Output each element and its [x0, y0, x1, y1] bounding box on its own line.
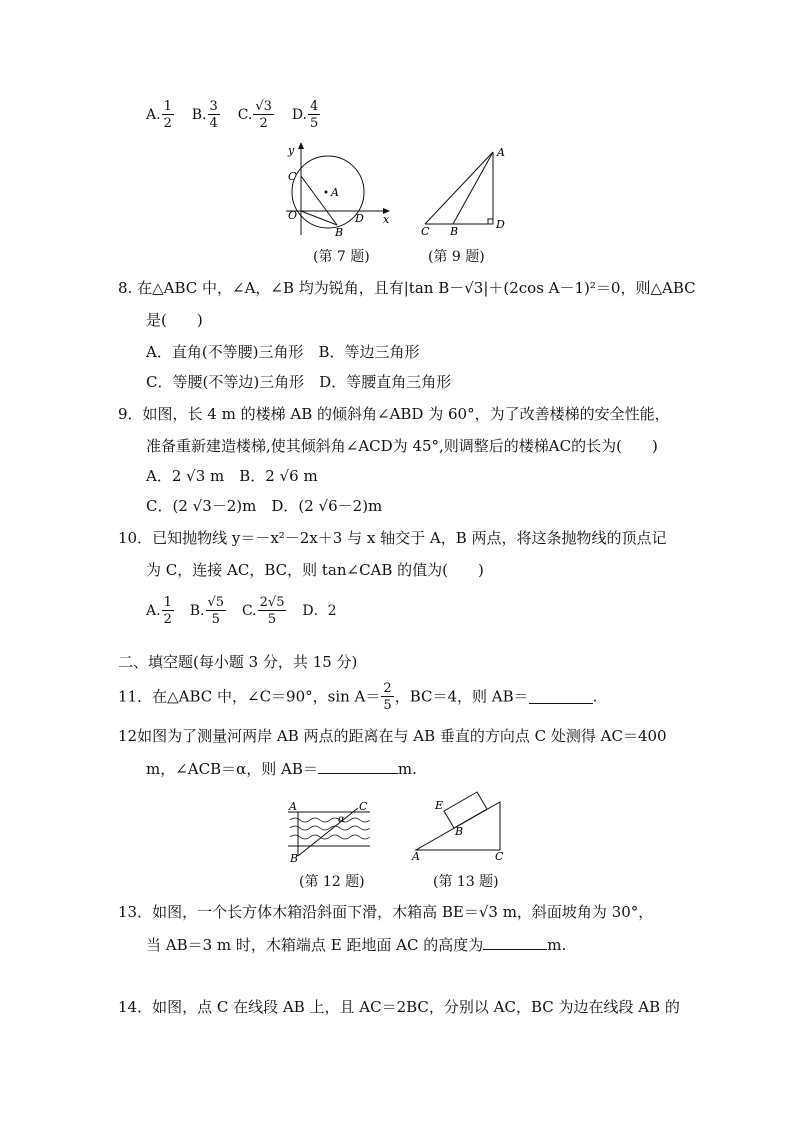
section-2-heading: 二、填空题(每小题 3 分，共 15 分)	[118, 653, 358, 671]
q13-text-pre: 当 AB＝3 m 时，木箱端点 E 距地面 AC 的高度为	[146, 936, 484, 954]
fig7-label-c: C	[288, 170, 297, 183]
q12-answer-blank[interactable]	[318, 761, 398, 774]
q9-options-ab: A．2 √3 m B．2 √6 m	[146, 467, 318, 485]
q11-text-post: ，BC＝4，则 AB＝	[394, 687, 529, 706]
q10-option-a-fraction: $\frac{1}{2}$	[163, 595, 172, 627]
q12-text-pre: m，∠ACB＝α，则 AB＝	[146, 760, 318, 778]
fig13-label-a: A	[412, 850, 420, 863]
fig12-wave-2	[290, 826, 370, 830]
q11-text-pre: 11．在△ABC 中，∠C＝90°，sin A＝	[118, 687, 381, 706]
q8-stem-line1: 8. 在△ABC 中，∠A，∠B 均为锐角，且有|tan B－√3|＋(2cos A－1)²＝0，则△ABC	[118, 279, 696, 297]
q7-option-d-label: D.	[291, 107, 308, 123]
fig7-label-x: x	[383, 213, 390, 226]
q10-stem-line1: 10．已知抛物线 y＝－x²－2x＋3 与 x 轴交于 A，B 两点，将这条抛物线的顶点记	[118, 529, 667, 547]
fig12-wave-3	[290, 835, 370, 839]
fig13-label-c: C	[495, 850, 504, 863]
q10-option-a-label: A.	[146, 603, 161, 619]
fig7-center-dot	[325, 191, 328, 194]
fig9-label-d: D	[496, 218, 505, 231]
q7-option-a-fraction: $\frac{1}{2}$	[163, 99, 172, 131]
fig7-y-arrow	[298, 142, 304, 149]
fig7-label-y: y	[288, 144, 295, 157]
fig9-caption: (第 9 题)	[428, 249, 485, 265]
q13-text-end: m.	[547, 936, 567, 954]
q10-option-c-fraction: $\frac{2√5}{5}$	[259, 595, 285, 627]
fig12-segment-bc	[298, 808, 358, 856]
fig13-caption: (第 13 题)	[433, 874, 499, 890]
q10-option-c-label: C.	[241, 603, 257, 619]
q10-option-b-label: B.	[189, 603, 205, 619]
q12-stem-line2	[146, 761, 417, 777]
fig7-label-o: O	[288, 209, 298, 222]
fig7-label-a: A	[331, 186, 339, 199]
q7-option-c-fraction: $\frac{√3}{2}$	[255, 99, 272, 131]
fig7-circle	[292, 156, 364, 228]
q13-stem-line1: 13．如图，一个长方体木箱沿斜面下滑，木箱高 BE＝√3 m，斜面坡角为 30°，	[118, 903, 654, 921]
q7-options	[146, 100, 321, 130]
fig7-label-b: B	[335, 226, 344, 239]
q7-option-c-label: C.	[237, 107, 253, 123]
q9-stem-line1: 9．如图，长 4 m 的楼梯 AB 的倾斜角∠ABD 为 60°，为了改善楼梯的安全性能，	[118, 405, 670, 423]
fig12-wave-1	[290, 818, 370, 822]
fig9-label-c: C	[421, 225, 430, 238]
fig7-label-d: D	[355, 212, 364, 225]
q10-option-d: D．2	[302, 603, 337, 619]
figure-12	[284, 798, 376, 864]
q11-stem	[118, 682, 597, 712]
q8-options-cd: C．等腰(不等边)三角形 D．等腰直角三角形	[146, 373, 452, 391]
fig13-label-b: B	[455, 825, 464, 838]
figure-13	[410, 784, 510, 864]
q9-stem-line2: 准备重新建造楼梯,使其倾斜角∠ACD为 45°,则调整后的楼梯AC的长为( )	[146, 437, 658, 455]
fig12-label-b: B	[290, 852, 299, 864]
q11-fraction: $\frac{2}{5}$	[383, 681, 392, 713]
fig12-label-c: C	[359, 800, 368, 813]
q7-option-b-label: B.	[191, 107, 207, 123]
fig13-label-e: E	[435, 799, 444, 812]
q7-option-d-fraction: $\frac{4}{5}$	[310, 99, 319, 131]
q11-text-end: .	[592, 687, 598, 706]
fig13-box	[444, 792, 487, 828]
q10-option-b-fraction: $\frac{√5}{5}$	[207, 595, 225, 627]
fig9-right-angle	[488, 219, 493, 224]
q10-stem-line2: 为 C，连接 AC，BC，则 tan∠CAB 的值为( )	[146, 561, 484, 579]
fig12-caption: (第 12 题)	[299, 874, 365, 890]
q11-answer-blank[interactable]	[529, 691, 593, 704]
q13-stem-line2	[146, 937, 566, 953]
q7-option-a-label: A.	[146, 107, 161, 123]
fig12-label-alpha: α	[338, 814, 345, 825]
fig9-label-b: B	[450, 225, 459, 238]
q13-answer-blank[interactable]	[483, 937, 547, 950]
figure-7	[278, 140, 398, 240]
q12-text-end: m.	[397, 760, 417, 778]
q9-options-cd: C．(2 √3－2)m D．(2 √6－2)m	[146, 497, 383, 515]
q10-options	[146, 596, 337, 626]
fig12-label-a: A	[289, 800, 297, 813]
q14-stem-line1: 14．如图，点 C 在线段 AB 上，且 AC＝2BC，分别以 AC，BC 为边在线段 AB 的	[118, 998, 680, 1016]
fig7-caption: (第 7 题)	[313, 249, 370, 265]
q7-option-b-fraction: $\frac{3}{4}$	[209, 99, 218, 131]
fig9-label-a: A	[497, 146, 505, 159]
q8-options-ab: A．直角(不等腰)三角形 B．等边三角形	[146, 343, 420, 361]
q8-stem-line2: 是( )	[146, 311, 203, 329]
figure-9	[418, 144, 518, 238]
q12-stem-line1: 12如图为了测量河两岸 AB 两点的距离在与 AB 垂直的方向点 C 处测得 AC＝400	[118, 727, 667, 745]
